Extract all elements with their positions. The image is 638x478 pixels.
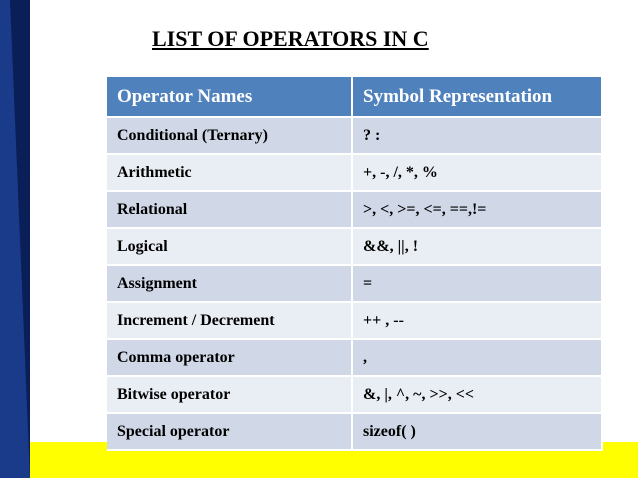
- operator-name-cell: Conditional (Ternary): [107, 118, 353, 155]
- operator-name-cell: Logical: [107, 229, 353, 266]
- table-row: [107, 229, 603, 266]
- operator-symbol-cell: ,: [353, 340, 603, 377]
- header-symbol-representation: Symbol Representation: [353, 77, 603, 118]
- operator-symbol-cell: &&, ||, !: [353, 229, 603, 266]
- table-row: [107, 155, 603, 192]
- operators-table: [107, 77, 603, 451]
- slide-title: LIST OF OPERATORS IN C: [152, 26, 429, 51]
- header-operator-names: Operator Names: [107, 77, 353, 118]
- table-row: [107, 192, 603, 229]
- table-row: [107, 377, 603, 414]
- operator-name-cell: Assignment: [107, 266, 353, 303]
- operator-symbol-cell: >, <, >=, <=, ==,!=: [353, 192, 603, 229]
- operator-name-cell: Comma operator: [107, 340, 353, 377]
- table-row: [107, 340, 603, 377]
- operator-name-cell: Relational: [107, 192, 353, 229]
- table-row: [107, 303, 603, 340]
- operator-symbol-cell: +, -, /, *, %: [353, 155, 603, 192]
- operator-name-cell: Arithmetic: [107, 155, 353, 192]
- table-row: [107, 118, 603, 155]
- operator-symbol-cell: &, |, ^, ~, >>, <<: [353, 377, 603, 414]
- operator-symbol-cell: sizeof( ): [353, 414, 603, 451]
- table-row: [107, 266, 603, 303]
- operator-name-cell: Increment / Decrement: [107, 303, 353, 340]
- table-header-row: [107, 77, 603, 118]
- operator-name-cell: Special operator: [107, 414, 353, 451]
- operator-symbol-cell: ++ , --: [353, 303, 603, 340]
- table-row: [107, 414, 603, 451]
- operator-symbol-cell: =: [353, 266, 603, 303]
- operator-name-cell: Bitwise operator: [107, 377, 353, 414]
- operator-symbol-cell: ? :: [353, 118, 603, 155]
